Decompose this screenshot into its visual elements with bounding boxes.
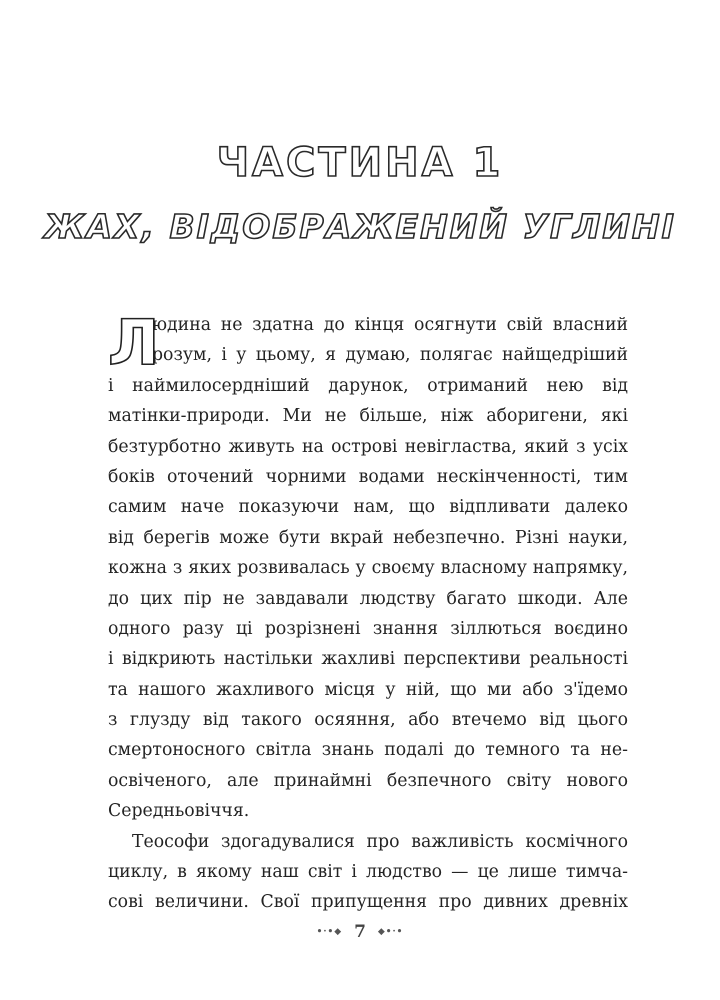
text-line: Середньовіччя. [108, 801, 250, 822]
text-line: сові величини. Свої припущення про дивних древніх [108, 892, 628, 913]
page-footer [0, 922, 720, 942]
text-line: освіченого, але принаймні безпечного світу нового [108, 770, 628, 791]
text-line: матінки-природи. Ми не більше, ніж аборигени, які [108, 406, 628, 427]
text-line: до цих пір не завдавали людству багато шкоди. Але [108, 588, 628, 609]
ornament-left-icon: •·•◆ [316, 927, 343, 937]
text-line: боків оточений чорними водами нескінченності, тим [108, 466, 628, 487]
drop-cap: Л [108, 306, 160, 379]
text-line: від берегів може бути вкрай небезпечно. Різні науки, [108, 527, 628, 548]
ornament-right-icon: ◆•·• [377, 927, 404, 937]
part-number-heading: ЧАСТИНА 1 [216, 140, 504, 186]
text-line: з глузду від такого осяяння, або втечемо від цього [108, 710, 628, 731]
text-line: юдина не здатна до кінця осягнути свій власний [152, 315, 628, 335]
text-line: і відкриють настільки жахливі перспективи реальності [108, 649, 628, 670]
text-line: смертоносного світла знань подалі до темного та не- [108, 740, 628, 761]
text-line: Теософи здогадувалися про важливість космічного [132, 831, 628, 852]
text-line: безтурботно живуть на острові невігластва, який з усіх [108, 436, 628, 457]
text-line: кожна з яких розвивалась у своєму власному напрямку, [108, 558, 628, 579]
text-line: одного разу ці розрізнені знання зіллються воєдино [108, 618, 628, 639]
text-line: циклу, в якому наш світ і людство — це лише тимча- [108, 862, 628, 883]
text-line: і наймилосердніший дарунок, отриманий нею від [108, 375, 628, 396]
text-line: розум, і у цьому, я думаю, полягає найщедріший [152, 345, 628, 366]
body-text [108, 306, 628, 918]
part-title-heading: ЖАХ, ВІДОБРАЖЕНИЙ УГЛИНІ [44, 207, 676, 246]
text-line: та нашого жахливого місця у ній, що ми або з'їдемо [108, 679, 628, 700]
page-number: 7 [354, 922, 366, 942]
text-line: самим наче показуючи нам, що відпливати далеко [108, 497, 628, 518]
